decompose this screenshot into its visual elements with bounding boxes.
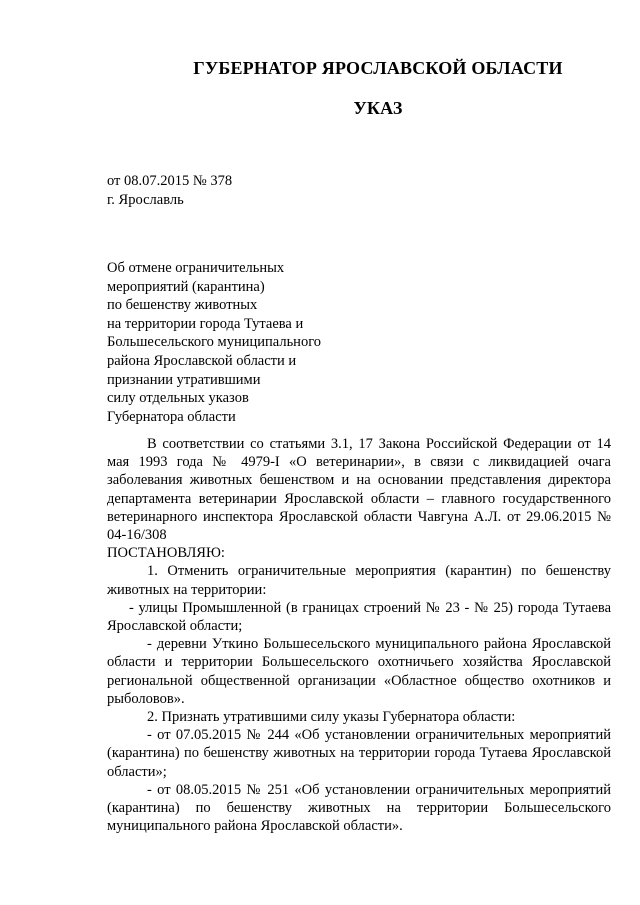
decree-word: ПОСТАНОВЛЯЮ: xyxy=(107,545,225,562)
subject-line: силу отдельных указов xyxy=(107,390,249,407)
item-2-subitem-a: - от 07.05.2015 № 244 «Об установлении ограничительных мероприятий (карантина) по бешенству животных на территории города Тутаева Ярославской области»; xyxy=(107,727,611,780)
city: г. Ярославль xyxy=(107,192,184,208)
subject-line: на территории города Тутаева и xyxy=(107,315,304,332)
item-1: 1. Отменить ограничительные мероприятия (карантин) по бешенству животных на территории: xyxy=(107,563,611,598)
decree-subject xyxy=(107,259,437,426)
subject-line: признании утратившими xyxy=(107,371,261,388)
preamble-paragraph: В соответствии со статьями 3.1, 17 Закона Российской Федерации от 14 мая 1993 года № 4979-I «О ветеринарии», в связи с ликвидацией очага заболевания животных бешенством и на основании представления директора департамента ветеринарии Ярославской области – главного государственного ветеринарного инспектора Ярославской области Чавгуна А.Л. от 29.06.2015 № 04-16/308 xyxy=(107,436,611,544)
item-1-subitem-b: - деревни Уткино Большесельского муниципального района Ярославской области и территории Большесельского охотничьего хозяйства Ярославской региональной общественной организации «Областное общество охотников и рыболовов». xyxy=(107,636,611,707)
issuing-authority: ГУБЕРНАТОР ЯРОСЛАВСКОЙ ОБЛАСТИ xyxy=(193,58,563,78)
decree-body xyxy=(107,435,611,835)
item-1-subitem-a: - улицы Промышленной (в границах строений № 23 - № 25) города Тутаева Ярославской области; xyxy=(107,599,611,635)
subject-line: Об отмене ограничительных xyxy=(107,260,285,276)
document-type: УКАЗ xyxy=(353,98,403,118)
subject-line: Губернатора области xyxy=(107,408,236,425)
item-2: 2. Признать утратившими силу указы Губернатора области: xyxy=(147,709,516,726)
date-and-number: от 08.07.2015 № 378 xyxy=(107,173,233,189)
subject-line: по бешенству животных xyxy=(107,297,258,314)
item-2-subitem-b: - от 08.05.2015 № 251 «Об установлении ограничительных мероприятий (карантина) по бешенству животных на территории Большесельского муниципального района Ярославской области». xyxy=(107,781,611,835)
subject-line: Большесельского муниципального xyxy=(107,334,322,351)
subject-line: мероприятий (карантина) xyxy=(107,278,265,295)
subject-line: района Ярославской области и xyxy=(107,352,297,369)
